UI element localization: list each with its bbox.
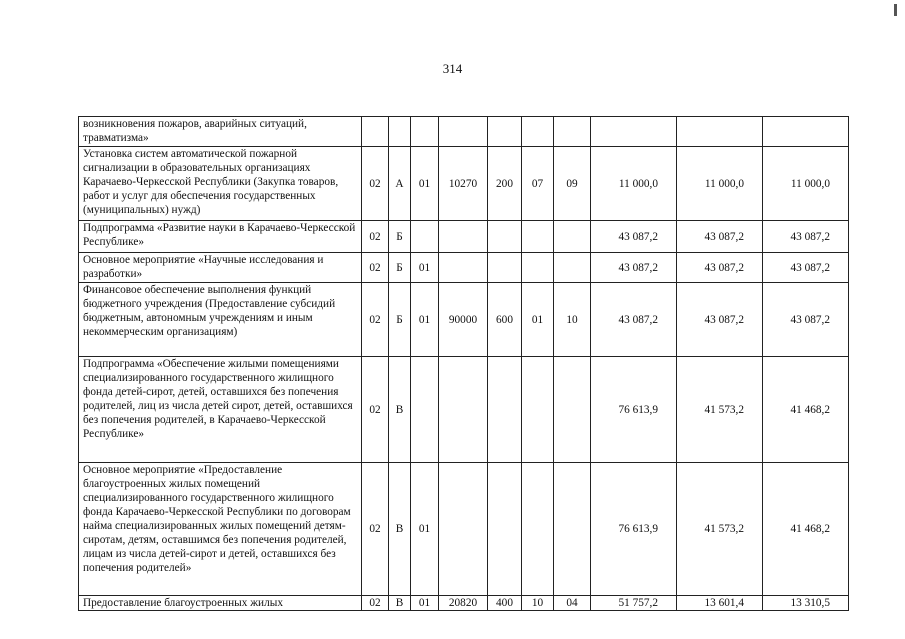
- code-direction: [439, 117, 488, 147]
- code-measure: 01: [411, 463, 439, 596]
- code-program: 02: [362, 253, 389, 283]
- code-subprogram: [389, 117, 411, 147]
- code-measure: 01: [411, 253, 439, 283]
- table-row: [79, 357, 849, 463]
- code-program: 02: [362, 357, 389, 463]
- code-direction: [439, 463, 488, 596]
- code-subprogram: В: [389, 596, 411, 611]
- code-section: [522, 221, 554, 253]
- amount-year-1: 43 087,2: [591, 283, 677, 357]
- row-name: Основное мероприятие «Научные исследования и разработки»: [79, 253, 362, 283]
- code-expense-type: [488, 357, 522, 463]
- code-subsection: [554, 357, 591, 463]
- amount-year-3: 43 087,2: [763, 221, 849, 253]
- code-measure: 01: [411, 283, 439, 357]
- code-direction: 90000: [439, 283, 488, 357]
- code-program: 02: [362, 283, 389, 357]
- code-subsection: 04: [554, 596, 591, 611]
- amount-year-1: 43 087,2: [591, 253, 677, 283]
- code-expense-type: [488, 117, 522, 147]
- code-subsection: [554, 253, 591, 283]
- code-direction: 10270: [439, 147, 488, 221]
- amount-year-3: 41 468,2: [763, 357, 849, 463]
- code-subsection: [554, 117, 591, 147]
- amount-year-3: 11 000,0: [763, 147, 849, 221]
- code-subprogram: В: [389, 463, 411, 596]
- code-direction: [439, 221, 488, 253]
- row-name: Финансовое обеспечение выполнения функций бюджетного учреждения (Предоставление субсидий бюджетным, автономным учреждениям и иным некоммерческим организациям): [79, 283, 362, 357]
- page-number: 314: [442, 61, 463, 76]
- code-measure: 01: [411, 147, 439, 221]
- table-row: [79, 221, 849, 253]
- amount-year-2: 43 087,2: [677, 221, 763, 253]
- code-expense-type: 400: [488, 596, 522, 611]
- amount-year-1: [591, 117, 677, 147]
- code-subprogram: А: [389, 147, 411, 221]
- code-subprogram: В: [389, 357, 411, 463]
- code-program: [362, 117, 389, 147]
- code-section: 10: [522, 596, 554, 611]
- code-program: 02: [362, 463, 389, 596]
- row-name: Подпрограмма «Развитие науки в Карачаево-Черкесской Республике»: [79, 221, 362, 253]
- amount-year-2: 43 087,2: [677, 253, 763, 283]
- amount-year-1: 11 000,0: [591, 147, 677, 221]
- row-name: Предоставление благоустроенных жилых: [79, 596, 362, 611]
- row-name: Подпрограмма «Обеспечение жилыми помещениями специализированного государственного жилищного фонда детей-сирот, детей, оставшихся без попечения родителей, лиц из числа детей сирот, детей, оставшихся без попечения родителей, в Карачаево-Черкесской Республике»: [79, 357, 362, 463]
- code-section: 07: [522, 147, 554, 221]
- amount-year-3: [763, 117, 849, 147]
- code-section: [522, 463, 554, 596]
- code-measure: [411, 117, 439, 147]
- code-section: 01: [522, 283, 554, 357]
- row-name: возникновения пожаров, аварийных ситуаций, травматизма»: [79, 117, 362, 147]
- table-row: [79, 147, 849, 221]
- row-name: Установка систем автоматической пожарной сигнализации в образовательных организациях Карачаево-Черкесской Республики (Закупка товаров, работ и услуг для обеспечения государственных (муниципальных) нужд): [79, 147, 362, 221]
- scan-mark: [894, 4, 897, 16]
- amount-year-1: 43 087,2: [591, 221, 677, 253]
- amount-year-3: 41 468,2: [763, 463, 849, 596]
- table-row: [79, 463, 849, 596]
- amount-year-1: 76 613,9: [591, 357, 677, 463]
- table-row: [79, 283, 849, 357]
- amount-year-3: 43 087,2: [763, 283, 849, 357]
- code-direction: 20820: [439, 596, 488, 611]
- table-row: [79, 253, 849, 283]
- code-subsection: [554, 463, 591, 596]
- amount-year-2: 43 087,2: [677, 283, 763, 357]
- amount-year-1: 76 613,9: [591, 463, 677, 596]
- amount-year-2: 41 573,2: [677, 357, 763, 463]
- table-row: [79, 596, 849, 611]
- code-expense-type: 200: [488, 147, 522, 221]
- amount-year-2: 11 000,0: [677, 147, 763, 221]
- table-row: [79, 117, 849, 147]
- code-subprogram: Б: [389, 283, 411, 357]
- budget-table: [78, 116, 849, 611]
- code-expense-type: 600: [488, 283, 522, 357]
- amount-year-3: 13 310,5: [763, 596, 849, 611]
- code-section: [522, 253, 554, 283]
- code-program: 02: [362, 596, 389, 611]
- amount-year-2: 13 601,4: [677, 596, 763, 611]
- code-measure: [411, 357, 439, 463]
- code-measure: 01: [411, 596, 439, 611]
- code-program: 02: [362, 147, 389, 221]
- code-section: [522, 357, 554, 463]
- code-program: 02: [362, 221, 389, 253]
- amount-year-2: [677, 117, 763, 147]
- code-measure: [411, 221, 439, 253]
- code-expense-type: [488, 463, 522, 596]
- code-direction: [439, 253, 488, 283]
- code-direction: [439, 357, 488, 463]
- code-subprogram: Б: [389, 221, 411, 253]
- amount-year-2: 41 573,2: [677, 463, 763, 596]
- code-subsection: 10: [554, 283, 591, 357]
- amount-year-1: 51 757,2: [591, 596, 677, 611]
- code-expense-type: [488, 253, 522, 283]
- code-subsection: [554, 221, 591, 253]
- amount-year-3: 43 087,2: [763, 253, 849, 283]
- code-expense-type: [488, 221, 522, 253]
- code-subprogram: Б: [389, 253, 411, 283]
- code-section: [522, 117, 554, 147]
- row-name: Основное мероприятие «Предоставление благоустроенных жилых помещений специализированного государственного жилищного фонда Карачаево-Черкесской Республики по договорам найма специализированных жилых помещений детям-сиротам, детям, оставшимся без попечения родителей, лицам из числа детей-сирот и детей, оставшихся без попечения родителей»: [79, 463, 362, 596]
- code-subsection: 09: [554, 147, 591, 221]
